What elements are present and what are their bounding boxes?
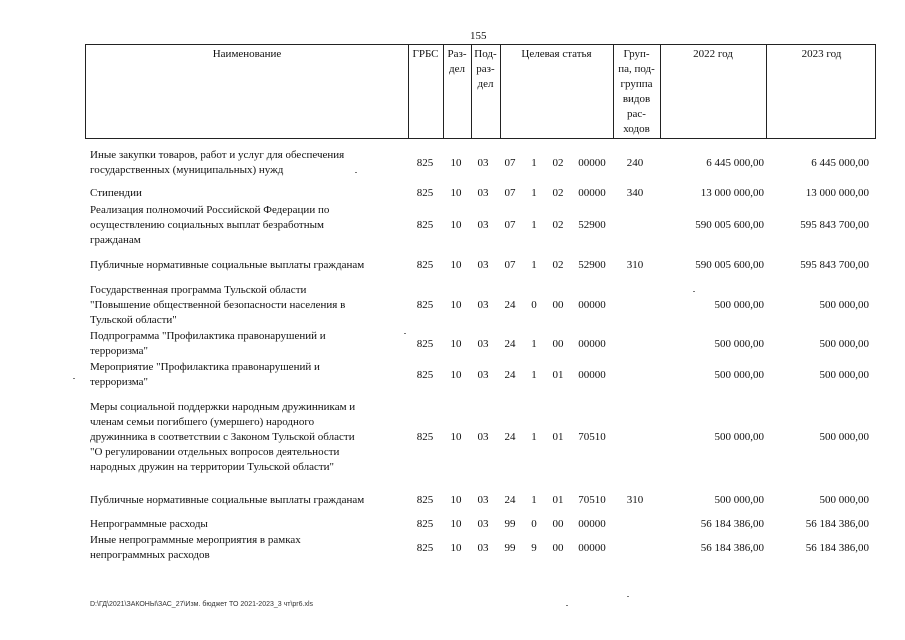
row-cs3: 00 xyxy=(552,299,564,311)
row-y2022: 500 000,00 xyxy=(714,369,764,381)
row-y2022: 590 005 600,00 xyxy=(695,219,764,231)
row-name-line: "О регулировании отдельных вопросов деятельности xyxy=(90,446,340,458)
row-name-line: "Повышение общественной безопасности населения в xyxy=(90,299,346,311)
row-razdel: 10 xyxy=(450,299,462,311)
row-razdel: 10 xyxy=(450,338,462,350)
row-grbs: 825 xyxy=(416,259,434,271)
row-cs3: 00 xyxy=(552,518,564,530)
row-cs2: 1 xyxy=(531,259,537,271)
row-cs2: 1 xyxy=(531,431,537,443)
table-row xyxy=(0,258,905,273)
row-cs4: 00000 xyxy=(578,299,606,311)
header-expense-group xyxy=(613,47,660,137)
table-row xyxy=(0,283,905,328)
row-grbs: 825 xyxy=(416,299,434,311)
row-y2023: 595 843 700,00 xyxy=(800,219,869,231)
row-cs2: 1 xyxy=(531,494,537,506)
group-line: Груп- xyxy=(623,48,650,60)
row-cs4: 00000 xyxy=(578,369,606,381)
row-cs3: 01 xyxy=(552,369,564,381)
row-podrazdel: 03 xyxy=(477,259,489,271)
row-cs3: 02 xyxy=(552,259,564,271)
row-y2022: 500 000,00 xyxy=(714,338,764,350)
row-grbs: 825 xyxy=(416,518,434,530)
razdel-line: дел xyxy=(449,63,465,75)
row-name-line: дружинника в соответствии с Законом Тульской области xyxy=(90,431,355,443)
row-razdel: 10 xyxy=(450,187,462,199)
podrazdel-line: раз- xyxy=(476,63,495,75)
row-name-line: Иные закупки товаров, работ и услуг для обеспечения xyxy=(90,149,345,161)
row-podrazdel: 03 xyxy=(477,494,489,506)
row-cs2: 9 xyxy=(531,542,537,554)
row-name xyxy=(90,148,400,178)
row-cs3: 00 xyxy=(552,542,564,554)
row-name xyxy=(90,533,400,563)
row-y2022: 6 445 000,00 xyxy=(706,157,764,169)
row-podrazdel: 03 xyxy=(477,338,489,350)
row-y2022: 500 000,00 xyxy=(714,431,764,443)
file-path-footer: D:\ГД\2021\ЗАКОНЫ\ЗАС_27\Изм. бюджет ТО 2021-2023_3 чт\рr6.xls xyxy=(90,601,314,608)
group-line: группа xyxy=(620,78,653,90)
row-cs2: 1 xyxy=(531,187,537,199)
row-cs1: 99 xyxy=(504,518,516,530)
row-grbs: 825 xyxy=(416,157,434,169)
row-podrazdel: 03 xyxy=(477,299,489,311)
header-grbs: ГРБС xyxy=(412,48,439,60)
row-y2022: 500 000,00 xyxy=(714,494,764,506)
row-razdel: 10 xyxy=(450,494,462,506)
row-cs1: 24 xyxy=(504,494,516,506)
row-name-line: осуществлению социальных выплат безработным xyxy=(90,219,324,231)
page-number: 155 xyxy=(470,30,487,42)
row-cs4: 00000 xyxy=(578,187,606,199)
row-razdel: 10 xyxy=(450,157,462,169)
row-cs2: 0 xyxy=(531,299,537,311)
row-vr: 310 xyxy=(626,494,644,506)
row-cs2: 1 xyxy=(531,157,537,169)
row-razdel: 10 xyxy=(450,259,462,271)
table-row xyxy=(0,400,905,475)
row-name-line: Меры социальной поддержки народным дружинникам и xyxy=(90,401,356,413)
row-cs4: 00000 xyxy=(578,542,606,554)
row-cs2: 1 xyxy=(531,219,537,231)
row-name xyxy=(90,329,400,359)
row-name-line: Мероприятие "Профилактика правонарушений и xyxy=(90,361,320,373)
row-cs2: 0 xyxy=(531,518,537,530)
row-cs1: 99 xyxy=(504,542,516,554)
row-grbs: 825 xyxy=(416,542,434,554)
row-name-line: Подпрограмма "Профилактика правонарушений и xyxy=(90,330,326,342)
row-vr: 310 xyxy=(626,259,644,271)
row-y2023: 13 000 000,00 xyxy=(805,187,869,199)
row-grbs: 825 xyxy=(416,338,434,350)
row-y2023: 595 843 700,00 xyxy=(800,259,869,271)
row-name-line: непрограммных расходов xyxy=(90,549,210,561)
row-grbs: 825 xyxy=(416,219,434,231)
row-name-line: Публичные нормативные социальные выплаты гражданам xyxy=(90,494,365,506)
row-cs3: 02 xyxy=(552,187,564,199)
row-cs1: 24 xyxy=(504,299,516,311)
row-cs1: 24 xyxy=(504,338,516,350)
row-name-line: народных дружин на территории Тульской области" xyxy=(90,461,335,473)
table-row xyxy=(0,203,905,248)
header-2023: 2023 год xyxy=(801,48,842,60)
row-podrazdel: 03 xyxy=(477,542,489,554)
row-name-line: терроризма" xyxy=(90,345,149,357)
row-name-line: членам семьи погибшего (умершего) народного xyxy=(90,416,315,428)
row-podrazdel: 03 xyxy=(477,518,489,530)
row-razdel: 10 xyxy=(450,542,462,554)
row-y2023: 500 000,00 xyxy=(819,369,869,381)
group-line: ходов xyxy=(623,123,650,135)
row-podrazdel: 03 xyxy=(477,157,489,169)
row-y2023: 56 184 386,00 xyxy=(805,542,869,554)
row-grbs: 825 xyxy=(416,369,434,381)
row-razdel: 10 xyxy=(450,518,462,530)
row-razdel: 10 xyxy=(450,219,462,231)
row-name-line: Непрограммные расходы xyxy=(90,518,208,530)
group-line: рас- xyxy=(627,108,646,120)
row-cs3: 01 xyxy=(552,494,564,506)
row-cs1: 07 xyxy=(504,259,516,271)
podrazdel-line: Под- xyxy=(474,48,497,60)
header-podrazdel xyxy=(471,47,500,92)
row-vr: 340 xyxy=(626,187,644,199)
row-y2022: 13 000 000,00 xyxy=(700,187,764,199)
group-line: па, под- xyxy=(618,63,655,75)
row-name xyxy=(90,493,400,508)
row-y2023: 500 000,00 xyxy=(819,338,869,350)
row-y2023: 500 000,00 xyxy=(819,299,869,311)
row-name xyxy=(90,283,400,328)
row-cs4: 00000 xyxy=(578,157,606,169)
row-podrazdel: 03 xyxy=(477,431,489,443)
row-cs1: 07 xyxy=(504,219,516,231)
row-y2023: 56 184 386,00 xyxy=(805,518,869,530)
row-vr: 240 xyxy=(626,157,644,169)
row-name-line: терроризма" xyxy=(90,376,149,388)
table-row xyxy=(0,493,905,508)
row-cs1: 07 xyxy=(504,187,516,199)
row-cs4: 00000 xyxy=(578,518,606,530)
row-y2023: 500 000,00 xyxy=(819,494,869,506)
table-row xyxy=(0,186,905,201)
row-name-line: Государственная программа Тульской области xyxy=(90,284,307,296)
row-cs4: 70510 xyxy=(578,494,606,506)
row-grbs: 825 xyxy=(416,431,434,443)
row-name-line: гражданам xyxy=(90,234,141,246)
table-row xyxy=(0,517,905,532)
row-razdel: 10 xyxy=(450,369,462,381)
row-name xyxy=(90,360,400,390)
row-name xyxy=(90,517,400,532)
podrazdel-line: дел xyxy=(477,78,494,90)
row-name xyxy=(90,186,400,201)
row-y2023: 500 000,00 xyxy=(819,431,869,443)
row-y2022: 56 184 386,00 xyxy=(700,518,764,530)
row-cs1: 07 xyxy=(504,157,516,169)
row-cs3: 01 xyxy=(552,431,564,443)
row-cs2: 1 xyxy=(531,369,537,381)
row-grbs: 825 xyxy=(416,187,434,199)
row-y2022: 500 000,00 xyxy=(714,299,764,311)
row-podrazdel: 03 xyxy=(477,369,489,381)
table-row xyxy=(0,360,905,390)
row-name xyxy=(90,203,400,248)
row-y2022: 56 184 386,00 xyxy=(700,542,764,554)
row-cs3: 00 xyxy=(552,338,564,350)
table-row xyxy=(0,148,905,178)
row-cs2: 1 xyxy=(531,338,537,350)
group-line: видов xyxy=(622,93,651,105)
row-podrazdel: 03 xyxy=(477,219,489,231)
row-name-line: Тульской области" xyxy=(90,314,177,326)
row-y2022: 590 005 600,00 xyxy=(695,259,764,271)
razdel-line: Раз- xyxy=(447,48,467,60)
row-name-line: Публичные нормативные социальные выплаты гражданам xyxy=(90,259,365,271)
table-row xyxy=(0,533,905,563)
row-cs4: 00000 xyxy=(578,338,606,350)
row-cs3: 02 xyxy=(552,157,564,169)
row-cs4: 52900 xyxy=(578,259,606,271)
row-cs3: 02 xyxy=(552,219,564,231)
header-razdel xyxy=(443,47,471,77)
row-name-line: государственных (муниципальных) нужд xyxy=(90,164,284,176)
table-header xyxy=(85,44,876,139)
table-row xyxy=(0,329,905,359)
row-cs1: 24 xyxy=(504,369,516,381)
row-podrazdel: 03 xyxy=(477,187,489,199)
row-y2023: 6 445 000,00 xyxy=(811,157,869,169)
row-grbs: 825 xyxy=(416,494,434,506)
row-cs4: 52900 xyxy=(578,219,606,231)
header-name: Наименование xyxy=(212,48,282,60)
row-cs1: 24 xyxy=(504,431,516,443)
header-target-article: Целевая статья xyxy=(521,48,592,60)
row-name-line: Реализация полномочий Российской Федерации по xyxy=(90,204,330,216)
header-2022: 2022 год xyxy=(693,48,733,60)
row-name xyxy=(90,258,400,273)
row-razdel: 10 xyxy=(450,431,462,443)
row-name-line: Иные непрограммные мероприятия в рамках xyxy=(90,534,301,546)
row-cs4: 70510 xyxy=(578,431,606,443)
row-name xyxy=(90,400,400,475)
row-name-line: Стипендии xyxy=(90,187,142,199)
